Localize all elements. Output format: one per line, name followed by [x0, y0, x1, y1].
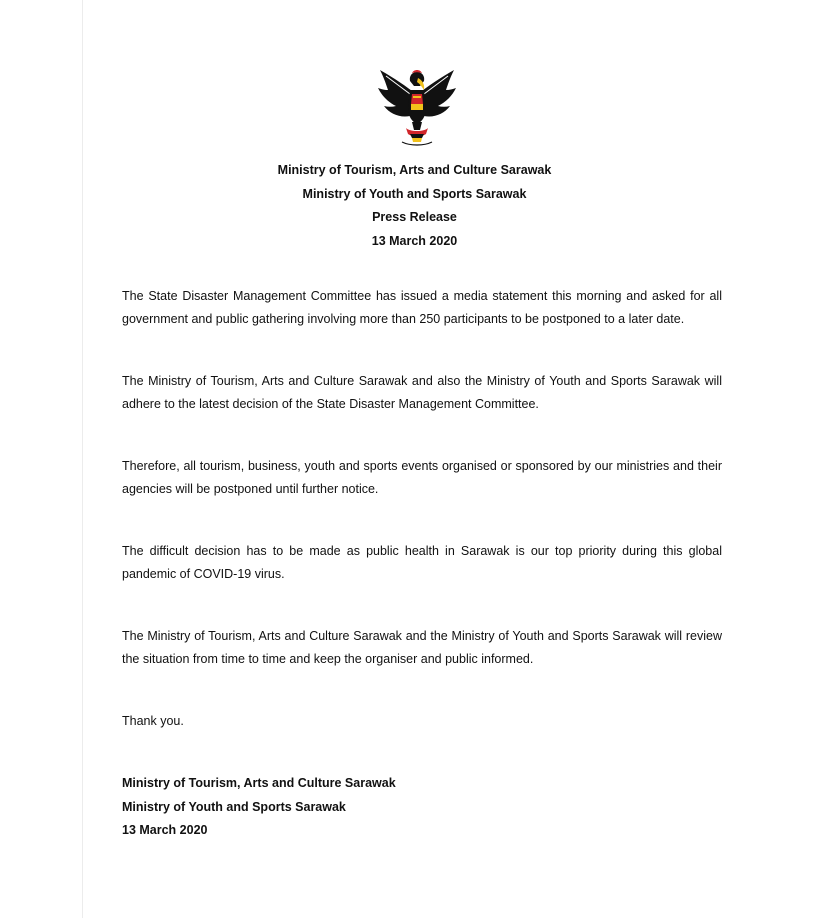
body-paragraph: The difficult decision has to be made as public health in Sarawak is our top priority during this global pandemic of COVID-19 virus.: [122, 544, 722, 581]
body-paragraph: The Ministry of Tourism, Arts and Culture Sarawak and also the Ministry of Youth and Sports Sarawak will adhere to the latest decision of the State Disaster Management Committee.: [122, 374, 722, 411]
header-ministry-tourism: Ministry of Tourism, Arts and Culture Sarawak: [277, 163, 552, 177]
signature-block: [122, 772, 396, 843]
signature-ministry-youth: Ministry of Youth and Sports Sarawak: [122, 799, 346, 814]
body-paragraph: The Ministry of Tourism, Arts and Culture Sarawak and the Ministry of Youth and Sports Sarawak will review the situation from time to time and keep the organiser and public informed.: [122, 629, 722, 666]
page-edge: [82, 0, 83, 918]
header-press-release: Press Release: [372, 210, 457, 224]
signature-ministry-tourism: Ministry of Tourism, Arts and Culture Sarawak: [122, 776, 396, 790]
closing-thank-you: Thank you.: [122, 714, 184, 728]
press-release-header: [0, 159, 829, 253]
header-ministry-youth: Ministry of Youth and Sports Sarawak: [302, 186, 527, 201]
body-paragraph: Therefore, all tourism, business, youth and sports events organised or sponsored by our ministries and their agencies will be postponed until further notice.: [122, 459, 722, 496]
hornbill-emblem-icon: [372, 64, 462, 148]
signature-date: 13 March 2020: [122, 823, 208, 837]
body-paragraph: The State Disaster Management Committee has issued a media statement this morning and asked for all government and public gathering involving more than 250 participants to be postponed to a later date.: [122, 289, 722, 326]
header-date: 13 March 2020: [371, 233, 458, 248]
